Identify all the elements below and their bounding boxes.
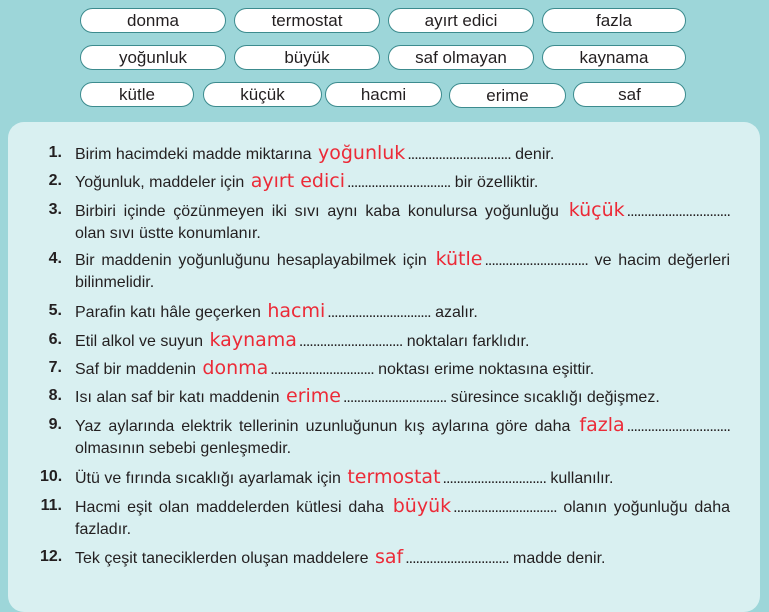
question-text: Birbiri içinde çözünmeyen iki sıvı aynı kaba konulursa yoğunluğu bbox=[75, 203, 567, 220]
blank-dots: .............................. bbox=[407, 146, 511, 163]
question-text: noktası erime noktasına eşittir. bbox=[373, 361, 595, 378]
blank-dots: .............................. bbox=[405, 550, 509, 567]
handwritten-answer: erime bbox=[286, 385, 341, 407]
handwritten-answer: kütle bbox=[435, 248, 483, 270]
question-number: 7. bbox=[48, 359, 62, 376]
question-text: ve hacim değerleri bilinmelidir. bbox=[75, 252, 730, 291]
question-number: 10. bbox=[40, 468, 63, 485]
word-chip[interactable]: saf bbox=[573, 82, 686, 107]
handwritten-answer: saf bbox=[374, 546, 404, 568]
answer-blank[interactable] bbox=[434, 248, 588, 270]
question-text: Ütü ve fırında sıcaklığı ayarlamak için bbox=[75, 470, 346, 487]
blank-dots: .............................. bbox=[270, 361, 374, 378]
answer-blank[interactable] bbox=[345, 466, 546, 488]
question-text: Saf bir maddenin bbox=[75, 361, 201, 378]
question-number: 12. bbox=[40, 548, 63, 565]
question-text: Hacmi eşit olan maddelerden kütlesi daha bbox=[75, 499, 391, 516]
word-chip[interactable]: termostat bbox=[234, 8, 380, 33]
question-text: Birim hacimdeki madde miktarına bbox=[75, 146, 316, 163]
question-text: kullanılır. bbox=[545, 470, 614, 487]
word-chip[interactable]: küçük bbox=[203, 82, 322, 107]
question-text: olanın yoğunluğu daha fazladır. bbox=[75, 499, 731, 538]
question-text: bir özelliktir. bbox=[450, 174, 539, 191]
question-number: 11. bbox=[40, 497, 62, 514]
question-number: 4. bbox=[48, 250, 62, 267]
answer-blank[interactable] bbox=[577, 414, 730, 436]
question-text: madde denir. bbox=[508, 550, 606, 567]
answer-blank[interactable] bbox=[391, 495, 557, 517]
word-chip[interactable]: kaynama bbox=[542, 45, 686, 70]
question-text: Bir maddenin yoğunluğunu hesaplayabilmek için bbox=[75, 252, 434, 269]
question-text: olan sıvı üstte konumlanır. bbox=[75, 225, 261, 242]
answer-blank[interactable] bbox=[265, 300, 431, 322]
handwritten-answer: yoğunluk bbox=[317, 142, 406, 164]
question-number: 8. bbox=[48, 387, 62, 404]
word-chip[interactable]: ayırt edici bbox=[388, 8, 534, 33]
word-chip[interactable]: erime bbox=[449, 83, 566, 108]
blank-dots: .............................. bbox=[484, 252, 588, 269]
handwritten-answer: büyük bbox=[392, 495, 452, 517]
blank-dots: .............................. bbox=[342, 389, 447, 406]
handwritten-answer: donma bbox=[202, 357, 269, 379]
question-text: azalır. bbox=[430, 304, 478, 321]
blank-dots: .............................. bbox=[453, 499, 557, 516]
handwritten-answer: termostat bbox=[347, 466, 441, 488]
question-text: denir. bbox=[510, 146, 555, 163]
question-text: süresince sıcaklığı değişmez. bbox=[446, 389, 660, 406]
answer-blank[interactable] bbox=[373, 546, 509, 568]
blank-dots: .............................. bbox=[626, 203, 730, 220]
handwritten-answer: küçük bbox=[568, 199, 625, 221]
question-number: 1. bbox=[48, 144, 62, 161]
question-text: Parafin katı hâle geçerken bbox=[75, 304, 266, 321]
question-text: Yoğunluk, maddeler için bbox=[75, 174, 249, 191]
handwritten-answer: kaynama bbox=[209, 329, 297, 351]
answer-blank[interactable] bbox=[284, 385, 447, 407]
blank-dots: .............................. bbox=[442, 470, 546, 487]
answer-blank[interactable] bbox=[249, 170, 451, 192]
question-text: Yaz aylarında elektrik tellerinin uzunluğunun kış aylarına göre daha bbox=[75, 418, 578, 435]
question-text: Tek çeşit taneciklerden oluşan maddelere bbox=[75, 550, 373, 567]
question-text: Etil alkol ve suyun bbox=[75, 333, 208, 350]
blank-dots: .............................. bbox=[626, 418, 730, 435]
handwritten-answer: hacmi bbox=[267, 300, 326, 322]
word-chip[interactable]: donma bbox=[80, 8, 226, 33]
question-text: olmasının sebebi genleşmedir. bbox=[75, 440, 292, 457]
question-number: 3. bbox=[48, 201, 62, 218]
question-number: 2. bbox=[48, 172, 62, 189]
question-number: 6. bbox=[48, 331, 62, 348]
word-chip[interactable]: hacmi bbox=[325, 82, 442, 107]
question-text: Isı alan saf bir katı maddenin bbox=[75, 389, 284, 406]
word-chip[interactable]: saf olmayan bbox=[388, 45, 534, 70]
blank-dots: .............................. bbox=[327, 304, 431, 321]
word-chip[interactable]: yoğunluk bbox=[80, 45, 226, 70]
word-chip[interactable]: fazla bbox=[542, 8, 686, 33]
blank-dots: .............................. bbox=[346, 174, 451, 191]
answer-blank[interactable] bbox=[316, 142, 511, 164]
answer-blank[interactable] bbox=[208, 329, 403, 351]
handwritten-answer: ayırt edici bbox=[250, 170, 345, 192]
question-number: 9. bbox=[48, 416, 62, 433]
handwritten-answer: fazla bbox=[579, 414, 625, 436]
answer-blank[interactable] bbox=[200, 357, 374, 379]
word-chip[interactable]: kütle bbox=[80, 82, 194, 107]
answer-blank[interactable] bbox=[567, 199, 730, 221]
question-text: noktaları farklıdır. bbox=[402, 333, 530, 350]
word-chip[interactable]: büyük bbox=[234, 45, 380, 70]
blank-dots: .............................. bbox=[298, 333, 403, 350]
question-number: 5. bbox=[48, 302, 62, 319]
